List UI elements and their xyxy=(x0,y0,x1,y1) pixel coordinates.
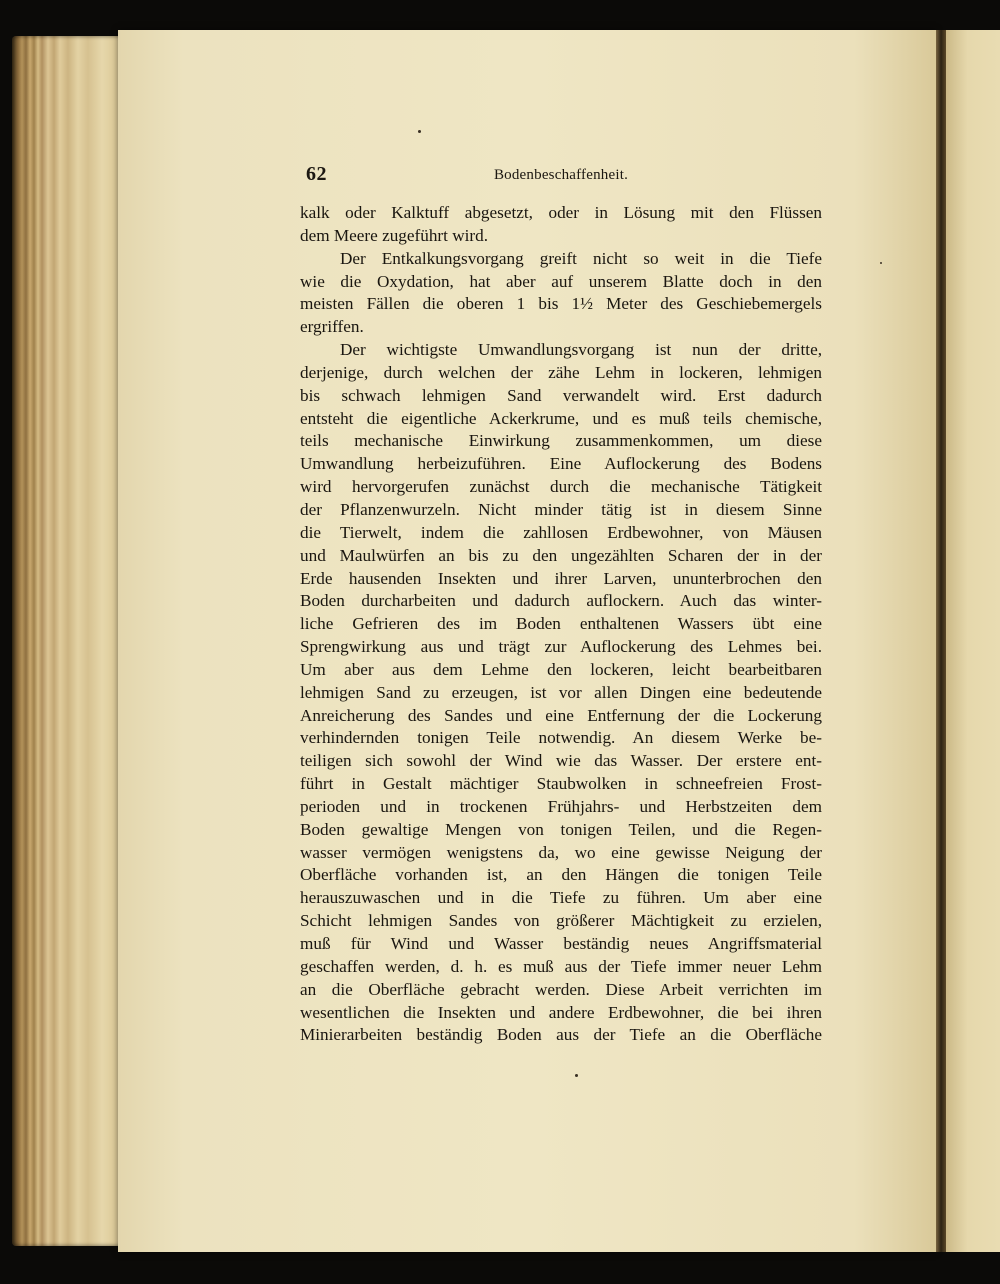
text-line: wasser vermögen wenigstens da, wo eine gewisse Neigung der xyxy=(300,842,822,862)
facing-page xyxy=(946,30,1000,1252)
text-line: Schicht lehmigen Sandes von größerer Mächtigkeit zu erzielen, xyxy=(300,911,822,931)
text-line: Boden gewaltige Mengen von tonigen Teilen, und die Regen- xyxy=(300,819,822,839)
text-line: Der Entkalkungsvorgang greift nicht so weit in die Tiefe xyxy=(340,248,822,268)
text-line: wie die Oxydation, hat aber auf unserem Blatte doch in den xyxy=(300,271,822,291)
text-line: Oberfläche vorhanden ist, an den Hängen die tonigen Teile xyxy=(300,865,822,885)
text-line: kalk oder Kalktuff abgesetzt, oder in Lösung mit den Flüssen xyxy=(300,203,822,222)
text-line: Anreicherung des Sandes und eine Entfernung der die Lockerung xyxy=(300,705,822,725)
text-line: Umwandlung herbeizuführen. Eine Auflockerung des Bodens xyxy=(300,454,822,474)
book-spine xyxy=(936,30,946,1252)
body-text xyxy=(300,202,822,1047)
text-line: Sprengwirkung aus und trägt zur Auflockerung des Lehmes bei. xyxy=(300,637,822,657)
text-line: Erde hausenden Insekten und ihrer Larven, ununterbrochen den xyxy=(300,568,822,588)
text-line: Um aber aus dem Lehme den lockeren, leicht bearbeitbaren xyxy=(300,659,822,679)
text-line: teiligen sich sowohl der Wind wie das Wasser. Der erstere ent- xyxy=(300,751,822,771)
text-line: geschaffen werden, d. h. es muß aus der Tiefe immer neuer Lehm xyxy=(300,956,822,976)
text-line: lehmigen Sand zu erzeugen, ist vor allen Dingen eine bedeutende xyxy=(300,682,822,702)
text-line: ergriffen. xyxy=(300,317,364,337)
text-line: Der wichtigste Umwandlungsvorgang ist nun der dritte, xyxy=(340,340,822,360)
paper-speck xyxy=(418,130,421,133)
text-line: herauszuwaschen und in die Tiefe zu führen. Um aber eine xyxy=(300,888,822,908)
text-line: und Maulwürfen an bis zu den ungezählten Scharen der in der xyxy=(300,545,822,565)
text-line: teils mechanische Einwirkung zusammenkommen, um diese xyxy=(300,431,822,451)
text-line: liche Gefrieren des im Boden enthaltenen Wassers übt eine xyxy=(300,614,822,634)
page-header xyxy=(300,163,822,193)
text-line: wird hervorgerufen zunächst durch die mechanische Tätigkeit xyxy=(300,477,822,497)
text-line: wesentlichen die Insekten und andere Erdbewohner, die bei ihren xyxy=(300,1002,822,1022)
text-line: entsteht die eigentliche Ackerkrume, und es muß teils chemische, xyxy=(300,408,822,428)
page-edges xyxy=(12,36,124,1246)
text-line: verhindernden tonigen Teile notwendig. An diesem Werke be- xyxy=(300,728,822,748)
text-line: Boden durcharbeiten und dadurch auflockern. Auch das winter- xyxy=(300,591,822,611)
text-line: meisten Fällen die oberen 1 bis 1½ Meter des Geschiebemergels xyxy=(300,294,822,314)
paper-speck xyxy=(575,1074,578,1077)
text-line: bis schwach lehmigen Sand verwandelt wird. Erst dadurch xyxy=(300,385,822,405)
text-line: perioden und in trockenen Frühjahrs- und Herbstzeiten dem xyxy=(300,796,822,816)
text-line: der Pflanzenwurzeln. Nicht minder tätig ist in diesem Sinne xyxy=(300,499,822,519)
text-line: derjenige, durch welchen der zähe Lehm in lockeren, lehmigen xyxy=(300,362,822,382)
text-line: Minierarbeiten beständig Boden aus der Tiefe an die Oberfläche xyxy=(300,1025,822,1045)
running-title: Bodenbeschaffenheit. xyxy=(493,167,629,183)
page-number: 62 xyxy=(306,163,327,185)
text-line: führt in Gestalt mächtiger Staubwolken in schneefreien Frost- xyxy=(300,774,822,794)
text-line: an die Oberfläche gebracht werden. Diese Arbeit verrichten im xyxy=(300,979,822,999)
text-line: muß für Wind und Wasser beständig neues Angriffsmaterial xyxy=(300,934,822,953)
text-line: die Tierwelt, indem die zahllosen Erdbewohner, von Mäusen xyxy=(300,522,822,542)
text-line: dem Meere zugeführt wird. xyxy=(300,225,489,245)
paper-speck xyxy=(880,262,882,264)
